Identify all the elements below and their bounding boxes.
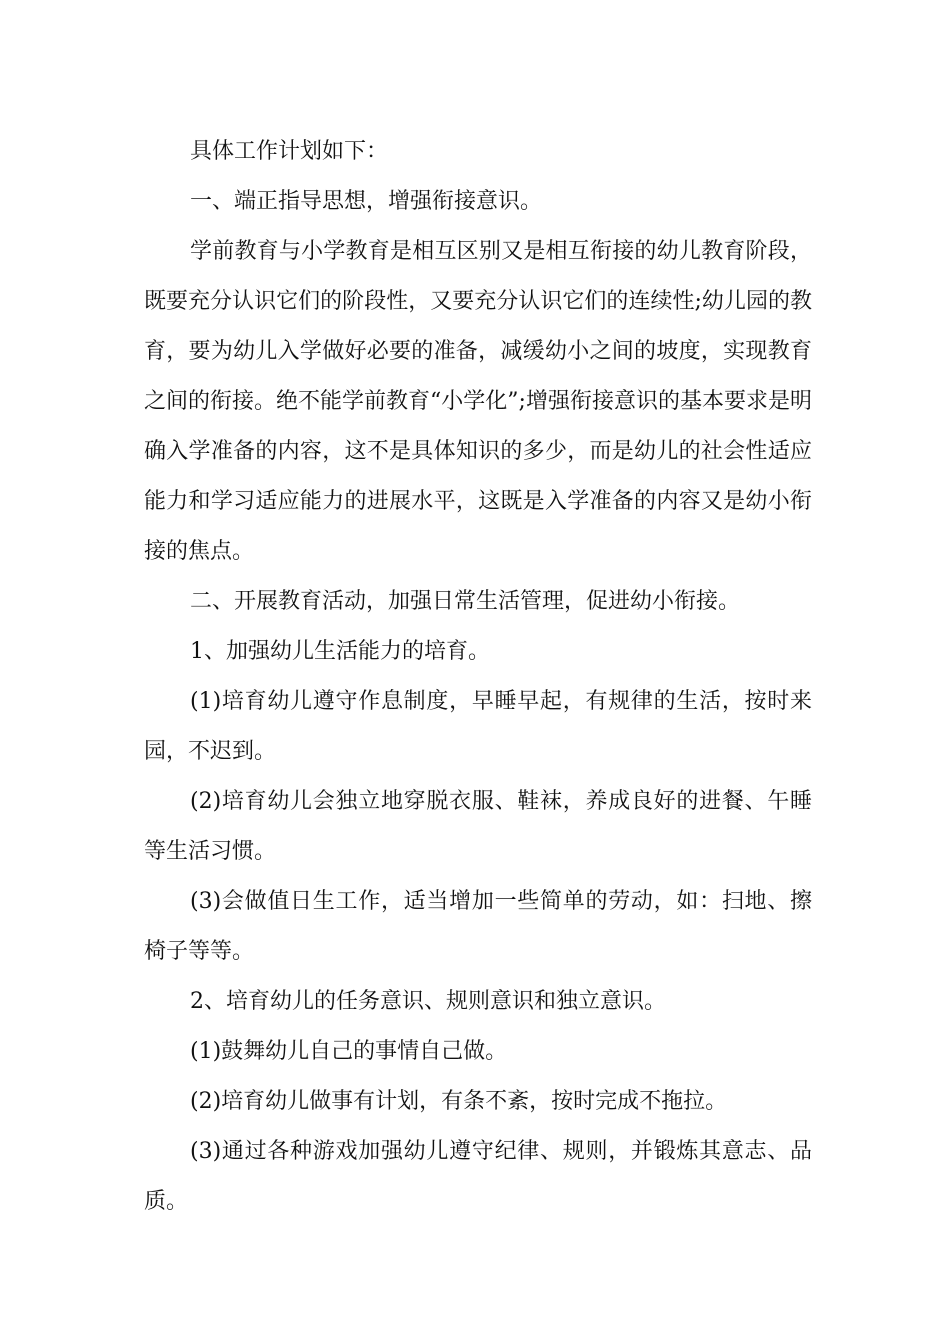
- list-item-2-2-3: (3)通过各种游戏加强幼儿遵守纪律、规则，并锻炼其意志、品质。: [144, 1139, 812, 1214]
- subheading-2-1: 1、加强幼儿生活能力的培育。: [190, 639, 490, 664]
- paragraph-section-1-body: 学前教育与小学教育是相互区别又是相互衔接的幼儿教育阶段，既要充分认识它们的阶段性，又要充分认识它们的连续性;幼儿园的教育，要为幼儿入学做好必要的准备，减缓幼小之间的坡度，实现教育之间的衔接。绝不能学前教育“小学化”;增强衔接意识的基本要求是明确入学准备的内容，这不是具体知识的多少，而是幼儿的社会性适应能力和学习适应能力的进展水平，这既是入学准备的内容又是幼小衔接的焦点。: [144, 239, 812, 564]
- heading-section-1: 一、端正指导思想，增强衔接意识。: [190, 189, 543, 214]
- list-item-2-2-2: (2)培育幼儿做事有计划，有条不紊，按时完成不拖拉。: [190, 1089, 728, 1114]
- list-item-2-2-1: (1)鼓舞幼儿自己的事情自己做。: [190, 1039, 508, 1064]
- heading-section-2: 二、开展教育活动，加强日常生活管理，促进幼小衔接。: [190, 589, 741, 614]
- subheading-2-2: 2、培育幼儿的任务意识、规则意识和独立意识。: [190, 989, 666, 1014]
- list-item-2-1-3: (3)会做值日生工作，适当增加一些简单的劳动，如：扫地、擦椅子等等。: [144, 889, 812, 964]
- document-body: [144, 127, 812, 1227]
- paragraph-intro: 具体工作计划如下：: [190, 139, 389, 164]
- list-item-2-1-1: (1)培育幼儿遵守作息制度，早睡早起，有规律的生活，按时来园，不迟到。: [144, 689, 812, 764]
- list-item-2-1-2: (2)培育幼儿会独立地穿脱衣服、鞋袜，养成良好的进餐、午睡等生活习惯。: [144, 789, 812, 864]
